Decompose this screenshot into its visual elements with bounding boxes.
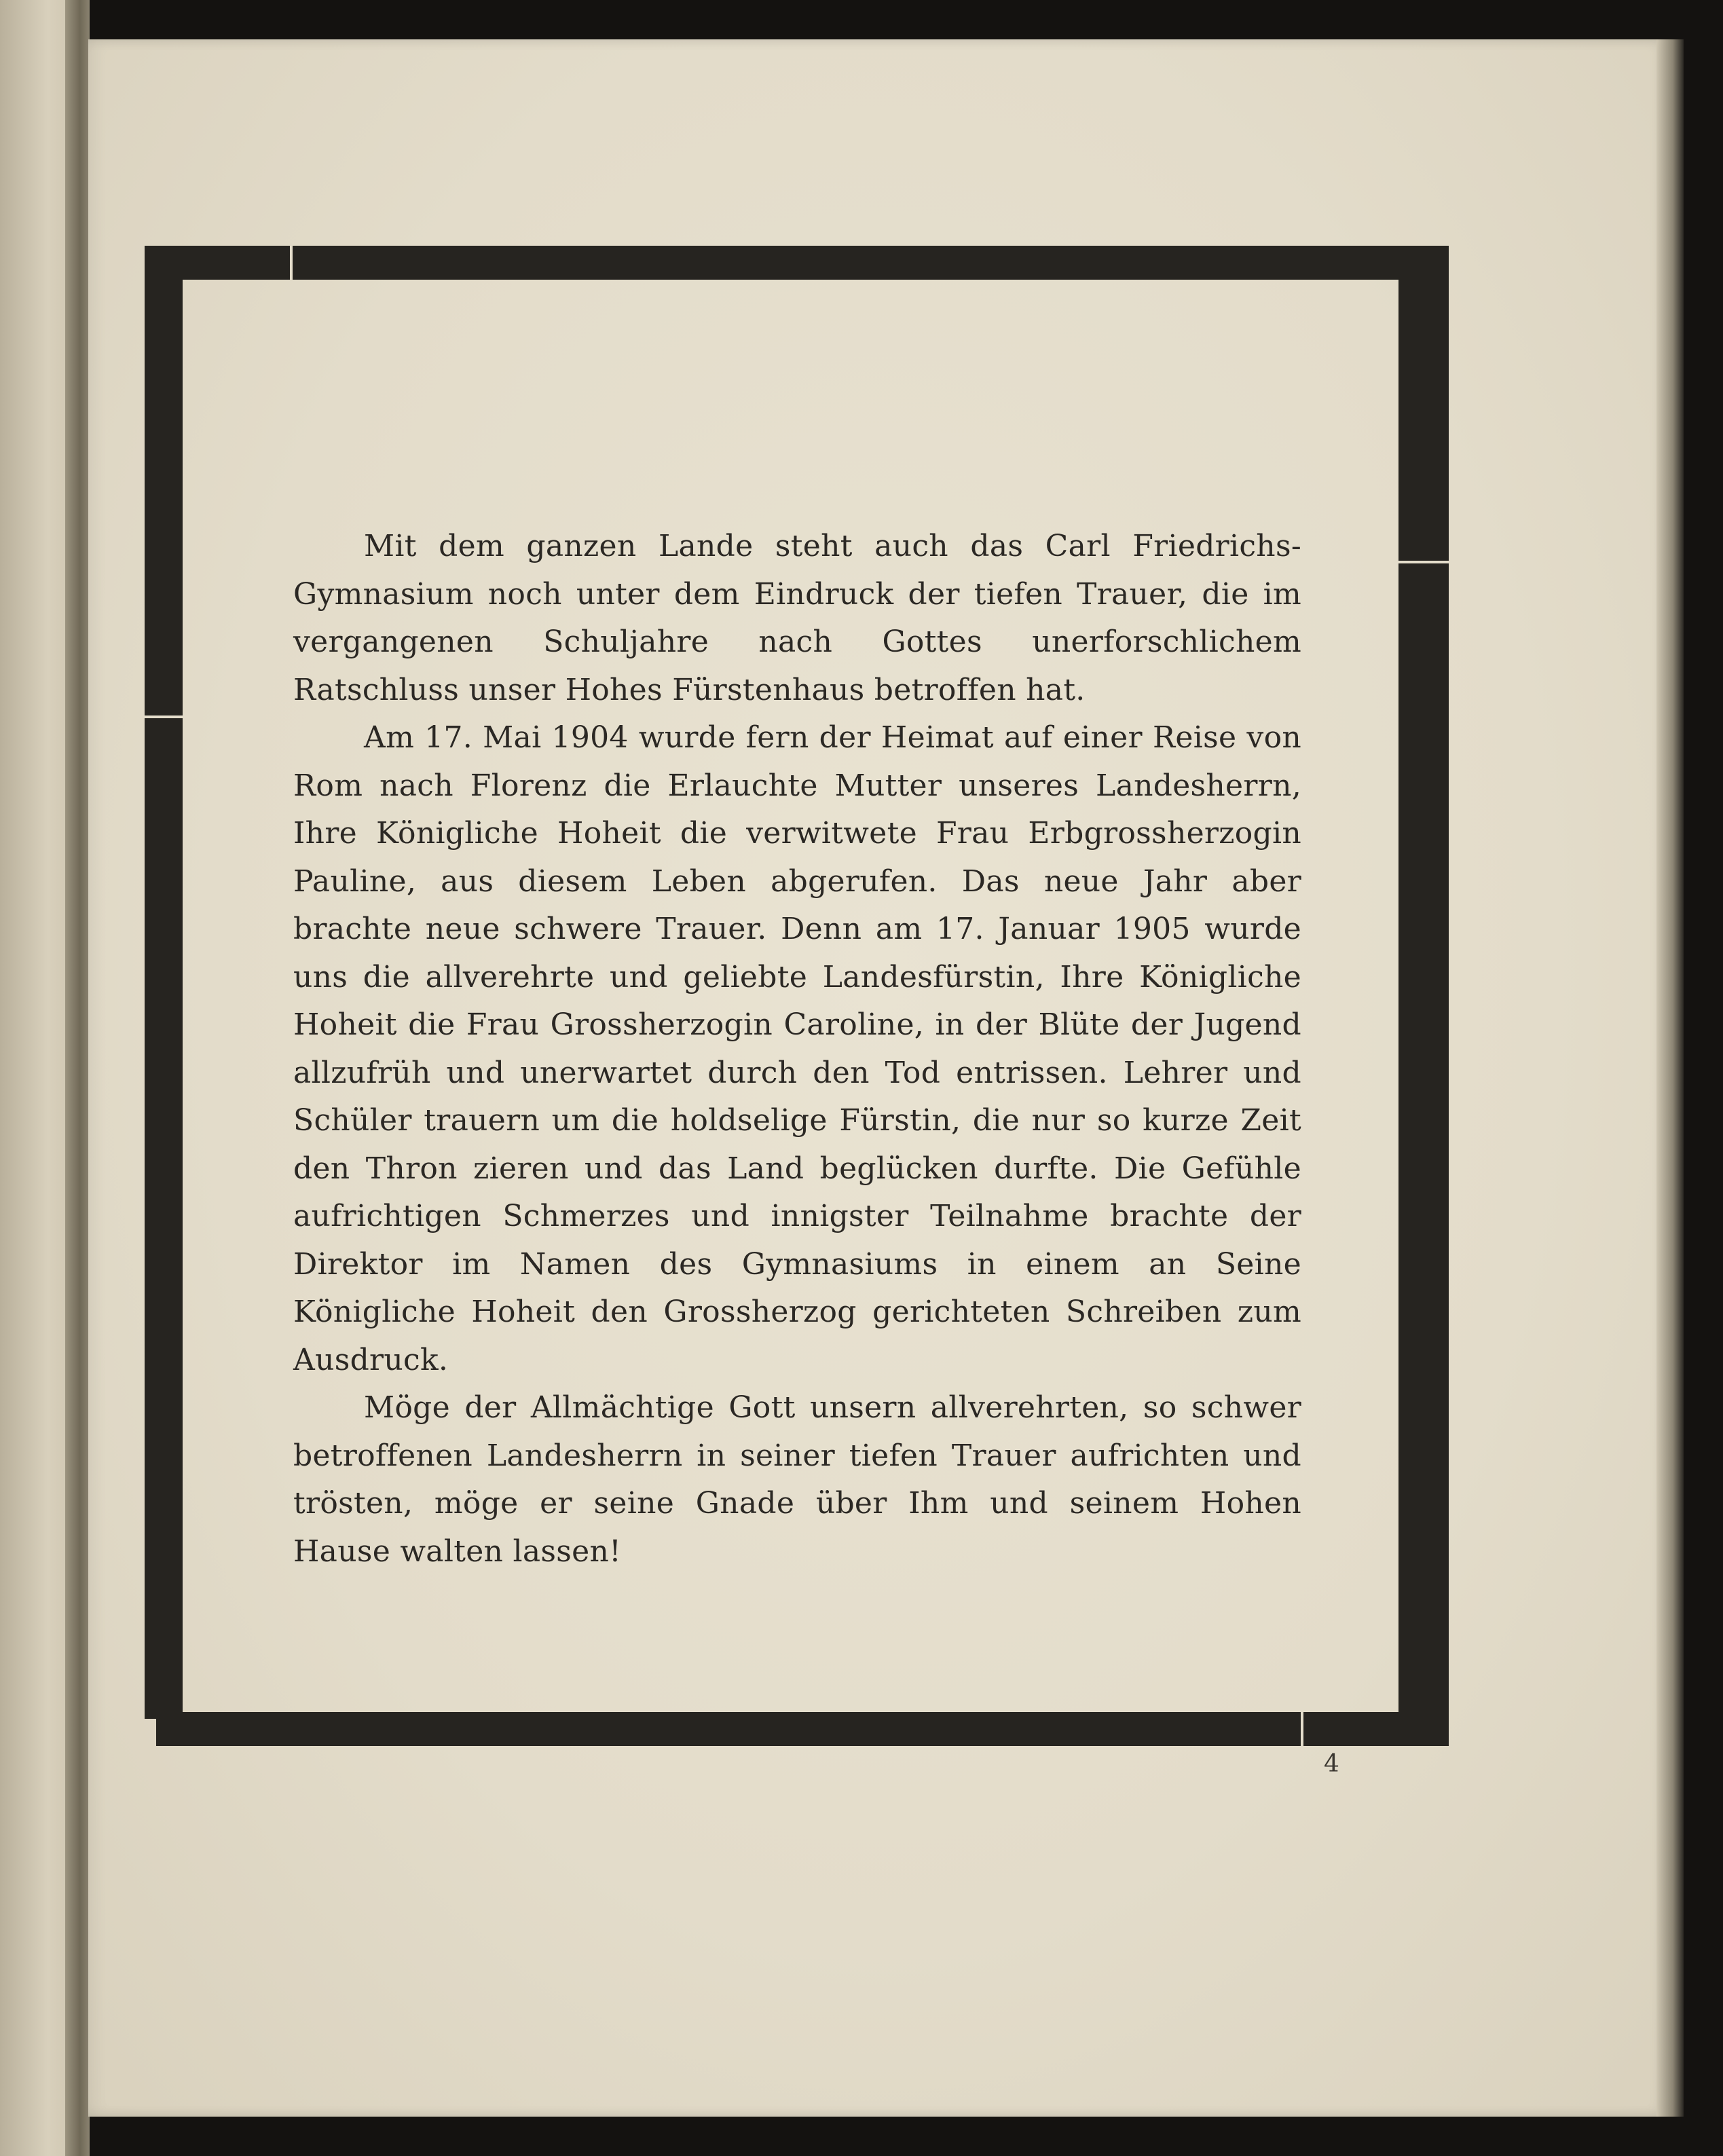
paragraph: Möge der Allmächtige Gott unsern allverehrten, so schwer betroffenen Landesherrn in seiner tiefen Trauer aufrichten und trösten, möge er seine Gnade über Ihm und seinem Hohen Hause walten lassen! <box>293 1390 1301 1569</box>
page-edge-shadow <box>1656 39 1684 2117</box>
frame-joint <box>145 715 183 718</box>
frame-joint <box>1398 561 1449 563</box>
frame-joint <box>290 246 293 280</box>
frame-joint <box>1301 1712 1303 1746</box>
mourning-frame-right <box>1398 246 1449 1746</box>
book-gutter <box>65 0 90 2156</box>
paragraph: Mit dem ganzen Lande steht auch das Carl Friedrichs-Gymnasium noch unter dem Eindruck der tiefen Trauer, die im vergangenen Schuljahre nach Gottes unerforschlichem Ratschluss unser Hohes Fürstenhaus betroffen hat. <box>293 529 1301 707</box>
page-number: 4 <box>1324 1750 1339 1778</box>
mourning-frame-top <box>145 246 1434 280</box>
mourning-frame-bottom <box>156 1712 1449 1746</box>
memorial-text <box>293 523 1301 1576</box>
paragraph: Am 17. Mai 1904 wurde fern der Heimat auf einer Reise von Rom nach Florenz die Erlauchte Mutter unseres Landesherrn, Ihre Königliche Hoheit die verwitwete Frau Erbgrossherzogin Pauline, aus diesem Leben abgerufen. Das neue Jahr aber brachte neue schwere Trauer. Denn am 17. Januar 1905 wurde uns die allverehrte und geliebte Landesfürstin, Ihre Königliche Hoheit die Frau Grossherzogin Caroline, in der Blüte der Jugend allzufrüh und unerwartet durch den Tod entrissen. Lehrer und Schüler trauern um die holdselige Fürstin, die nur so kurze Zeit den Thron zieren und das Land beglücken durfte. Die Gefühle aufrichtigen Schmerzes und innigster Teilnahme brachte der Direktor im Namen des Gymnasiums in einem an Seine Königliche Hoheit den Grossherzog gerichteten Schreiben zum Ausdruck. <box>293 720 1301 1377</box>
mourning-frame-left <box>145 246 183 1719</box>
